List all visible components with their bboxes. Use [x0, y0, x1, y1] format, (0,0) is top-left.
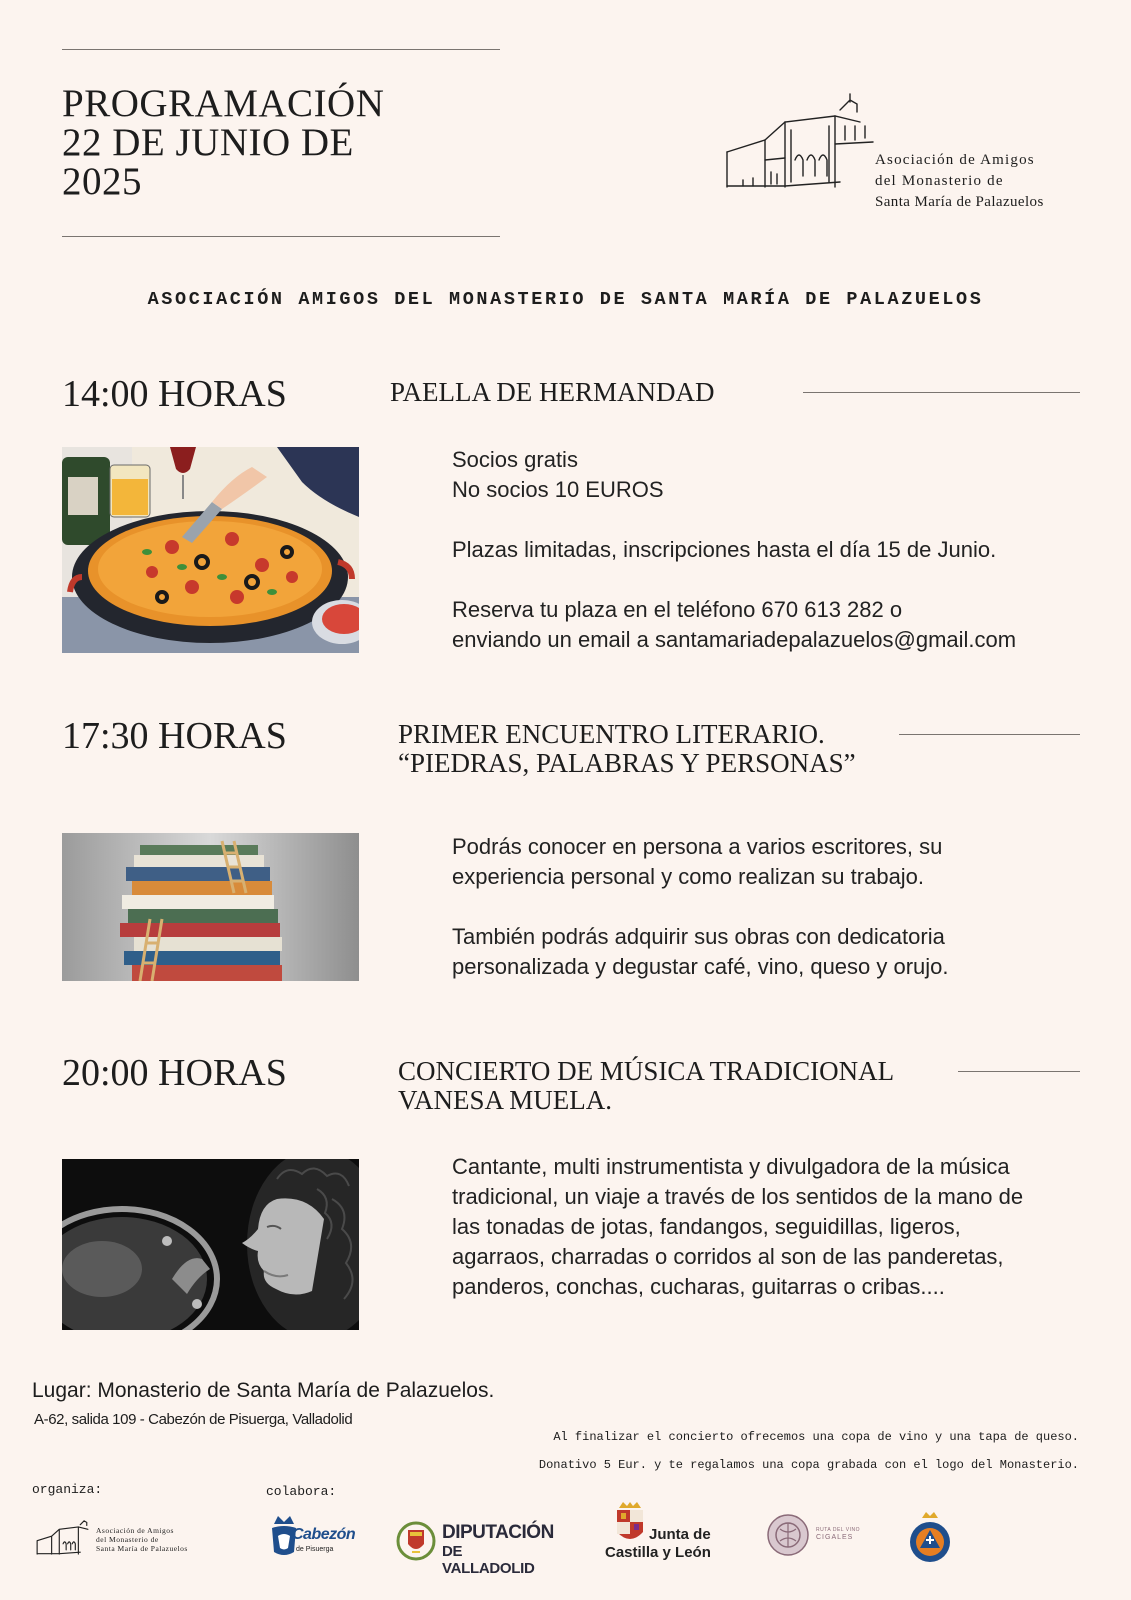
event-2-desc-spacer [452, 892, 949, 922]
header-bottom-rule [62, 236, 500, 237]
colabora-label: colabora: [266, 1484, 337, 1499]
event-2-title-line-1: PRIMER ENCUENTRO LITERARIO. [398, 719, 825, 749]
cabezon-name: Cabezón [292, 1526, 356, 1543]
junta-shield-icon [615, 1502, 645, 1546]
event-3-desc-line: Cantante, multi instrumentista y divulgadora de la música [452, 1154, 1010, 1179]
junta-subtitle: Castilla y León [605, 1544, 711, 1561]
event-1-desc-spacer [452, 505, 1016, 535]
event-1-desc-line: Socios gratis [452, 447, 578, 472]
event-3-rule [958, 1071, 1080, 1072]
event-3-desc-line: tradicional, un viaje a través de los sentidos de la mano de [452, 1184, 1024, 1209]
organizer-logo-text [96, 1526, 188, 1553]
cigales-name: CIGALES [816, 1534, 854, 1541]
logo-text-line-1: Asociación de Amigos [875, 152, 1035, 168]
singer-image [62, 1159, 359, 1330]
event-3-desc-line: panderos, conchas, cucharas, guitarras o cribas.... [452, 1274, 945, 1299]
event-3-title-line-2: VANESA MUELA. [398, 1085, 613, 1115]
event-2-title-line-2: “PIEDRAS, PALABRAS Y PERSONAS” [398, 748, 856, 778]
event-3-title-line-1: CONCIERTO DE MÚSICA TRADICIONAL [398, 1056, 895, 1086]
organizer-logo-line: Asociación de Amigos [96, 1526, 174, 1535]
organiza-label: organiza: [32, 1482, 103, 1497]
title-line-3: 2025 [62, 160, 142, 203]
event-1-desc-line: Plazas limitadas, inscripciones hasta el día 15 de Junio. [452, 537, 997, 562]
organizer-logo-line: del Monasterio de [96, 1535, 159, 1544]
diputacion-shield-icon [396, 1520, 436, 1562]
junta-logo [605, 1502, 725, 1566]
event-3-description [452, 1152, 1023, 1302]
diputacion-name: DIPUTACIÓN [442, 1522, 554, 1543]
monastery-small-icon [34, 1514, 96, 1556]
event-address: A-62, salida 109 - Cabezón de Pisuerga, Valladolid [34, 1411, 353, 1428]
page-title [62, 84, 462, 201]
diputacion-subtitle: DE VALLADOLID [442, 1543, 535, 1577]
event-1-desc-line: No socios 10 EUROS [452, 477, 664, 502]
cigales-top: RUTA DEL VINO [816, 1527, 861, 1533]
event-2-title [398, 720, 856, 778]
event-2-description [452, 832, 949, 982]
proteccion-civil-logo [908, 1510, 952, 1566]
event-2-desc-line: Podrás conocer en persona a varios escritores, su [452, 834, 943, 859]
cigales-logo [766, 1513, 866, 1561]
event-3-desc-line: las tonadas de jotas, fandangos, seguidillas, ligeros, [452, 1214, 961, 1239]
proteccion-civil-emblem-icon [908, 1510, 952, 1566]
event-place: Lugar: Monasterio de Santa María de Palazuelos. [32, 1379, 495, 1402]
logo-text-line-3: Santa María de Palazuelos [875, 194, 1044, 210]
junta-name: Junta de [649, 1526, 711, 1543]
monastery-drawing-icon [725, 82, 875, 192]
event-1-rule [803, 392, 1080, 393]
diputacion-logo [396, 1518, 556, 1577]
event-3-title [398, 1057, 894, 1115]
event-1-email-line[interactable]: enviando un email a santamariadepalazuelos@gmail.com [452, 627, 1017, 652]
cabezon-subtitle: de Pisuerga [296, 1546, 334, 1553]
event-2-rule [899, 734, 1080, 735]
event-2-time: 17:30 HORAS [62, 715, 287, 757]
event-1-desc-spacer [452, 565, 1016, 595]
association-heading: ASOCIACIÓN AMIGOS DEL MONASTERIO DE SANTA MARÍA DE PALAZUELOS [147, 289, 984, 310]
event-2-desc-line: personalizada y degustar café, vino, queso y orujo. [452, 954, 949, 979]
event-3-time: 20:00 HORAS [62, 1052, 287, 1094]
event-1-description [452, 445, 1016, 655]
event-1-time: 14:00 HORAS [62, 373, 287, 415]
logo-text [875, 150, 1044, 213]
title-line-1: PROGRAMACIÓN [62, 82, 385, 125]
event-3-desc-line: agarraos, charradas o corridos al son de las panderetas, [452, 1244, 1004, 1269]
paella-image [62, 447, 359, 653]
cigales-emblem-icon [766, 1513, 810, 1557]
cabezon-logo [270, 1510, 354, 1560]
event-2-desc-line: experiencia personal y como realizan su trabajo. [452, 864, 925, 889]
event-1-desc-line: Reserva tu plaza en el teléfono 670 613 282 o [452, 597, 903, 622]
donation-note: Donativo 5 Eur. y te regalamos una copa grabada con el logo del Monasterio. [538, 1458, 1079, 1472]
organizer-logo-line: Santa María de Palazuelos [96, 1544, 188, 1553]
logo-text-line-2: del Monasterio de [875, 173, 1004, 189]
wine-note: Al finalizar el concierto ofrecemos una copa de vino y una tapa de queso. [553, 1430, 1079, 1444]
organizer-logo [34, 1512, 194, 1562]
event-2-desc-line: También podrás adquirir sus obras con dedicatoria [452, 924, 945, 949]
books-image [62, 833, 359, 981]
header-top-rule [62, 49, 500, 50]
event-1-title [390, 378, 715, 407]
association-logo [725, 82, 1075, 217]
event-1-title-line: PAELLA DE HERMANDAD [390, 377, 715, 407]
title-line-2: 22 DE JUNIO DE [62, 121, 354, 164]
